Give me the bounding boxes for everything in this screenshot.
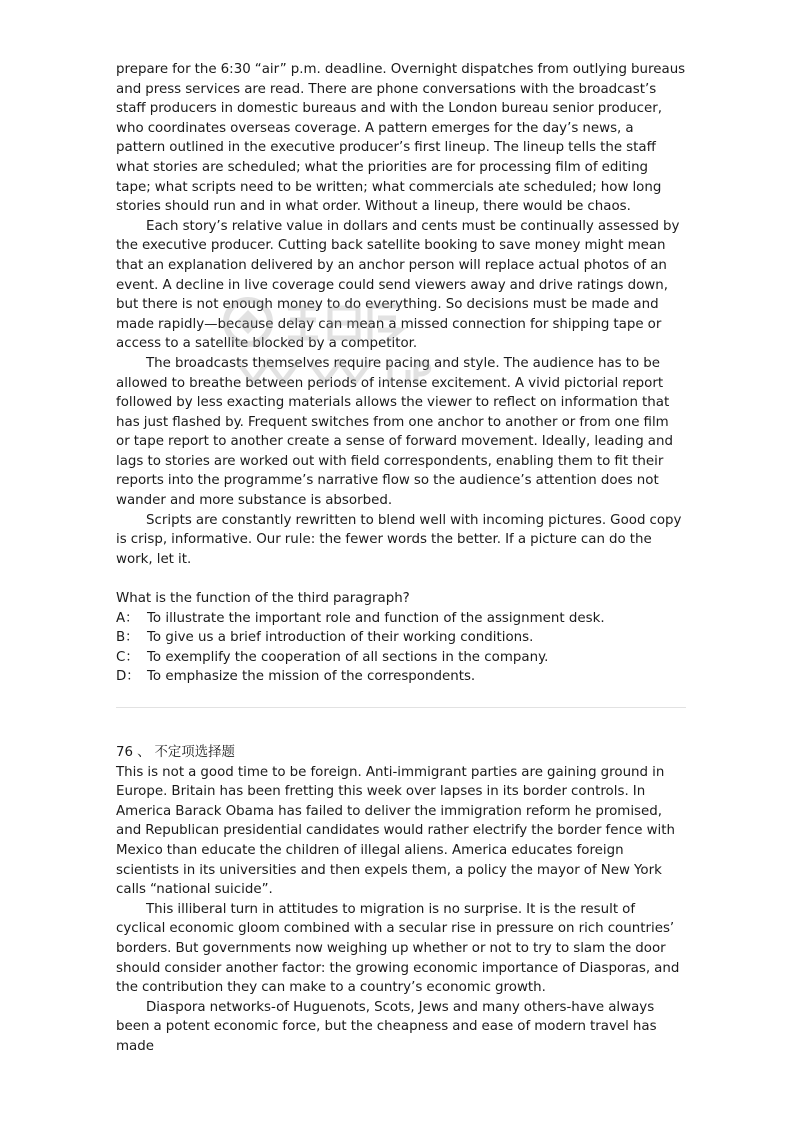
q76-paragraph-1: This is not a good time to be foreign. Anti-immigrant parties are gaining ground in Europe. Britain has been fretting this week over lapses in its border controls. In America Barack Obama has failed to deliver the immigration reform he promised, and Republican presidential candidates would rather electrify the border fence with Mexico than educate the children of illegal aliens. America educates foreign scientists in its universities and then expels them, a policy the mayor of New York calls “national suicide”.: [116, 764, 676, 898]
option-c-text: To exemplify the cooperation of all sections in the company.: [147, 649, 549, 665]
question-76-header: 76 、 不定项选择题: [116, 745, 235, 760]
passage-paragraph-3: The broadcasts themselves require pacing and style. The audience has to be allowed to breathe between periods of intense excitement. A vivid pictorial report followed by less exacting materials allows the viewer to reflect on information that has just flashed by. Frequent switches from one anchor to another or from one film or tape report to another create a sense of forward movement. Ideally, leading and lags to stories are worked out with field correspondents, enabling them to fit their reports into the programme’s narrative flow so the audience’s attention does not wander and more substance is absorbed.: [116, 355, 673, 509]
question-text: What is the function of the third paragraph?: [116, 591, 410, 607]
option-b-text: To give us a brief introduction of their working conditions.: [147, 630, 534, 646]
option-c[interactable]: [116, 648, 686, 668]
passage-paragraph-2: Each story’s relative value in dollars and cents must be continually assessed by the executive producer. Cutting back satellite booking to save money might mean that an explanation delivered by an anchor person will replace actual photos of an event. A decline in live coverage could send viewers away and drive ratings down, but there is not enough money to do everything. So decisions must be made and made rapidly—because delay can mean a missed connection for shipping tape or access to a satellite blocked by a competitor.: [116, 218, 680, 352]
option-d[interactable]: [116, 667, 686, 687]
option-c-letter: C：: [116, 649, 139, 665]
option-a-letter: A：: [116, 610, 139, 626]
option-a-text: To illustrate the important role and function of the assignment desk.: [147, 610, 605, 626]
option-d-text: To emphasize the mission of the correspondents.: [147, 669, 476, 685]
section-divider: [116, 707, 686, 708]
passage-paragraph-1: prepare for the 6:30 “air” p.m. deadline. Overnight dispatches from outlying bureaus and press services are read. There are phone conversations with the broadcast’s staff producers in domestic bureaus and with the London bureau senior producer, who coordinates overseas coverage. A pattern emerges for the day’s news, a pattern outlined in the executive producer’s first lineup. The lineup tells the staff what stories are scheduled; what the priorities are for processing film of editing tape; what scripts need to be written; what commercials ate scheduled; how long stories should run and in what order. Without a lineup, there would be chaos.: [116, 62, 686, 215]
passage-paragraph-4: Scripts are constantly rewritten to blend well with incoming pictures. Good copy is crisp, informative. Our rule: the fewer words the better. If a picture can do the work, let it.: [116, 512, 682, 567]
option-b[interactable]: [116, 628, 686, 648]
option-b-letter: B：: [116, 630, 139, 646]
spacer: [116, 569, 686, 589]
q76-paragraph-3: Diaspora networks-of Huguenots, Scots, Jews and many others-have always been a potent economic force, but the cheapness and ease of modern travel has made: [116, 999, 657, 1054]
answer-options: [116, 609, 686, 687]
option-d-letter: D：: [116, 669, 140, 685]
q76-paragraph-2: This illiberal turn in attitudes to migration is no surprise. It is the result of cyclical economic gloom combined with a secular rise in pressure on rich countries’ borders. But governments now weighing up whether or not to try to slam the door should consider another factor: the growing economic importance of Diasporas, and the contribution they can make to a country’s economic growth.: [116, 901, 680, 996]
option-a[interactable]: [116, 609, 686, 629]
document-page: [116, 60, 686, 1057]
